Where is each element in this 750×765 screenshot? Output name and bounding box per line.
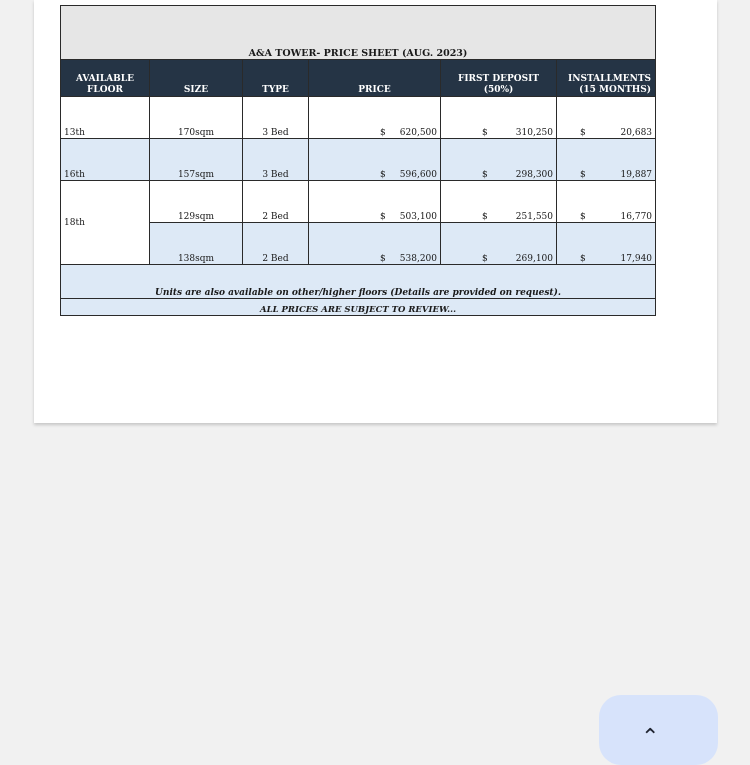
floor-cell: 13th <box>61 97 150 139</box>
currency-symbol: $ <box>580 170 586 180</box>
table-row <box>61 181 656 223</box>
type-cell: 3 Bed <box>243 139 309 181</box>
deposit-cell <box>441 223 557 265</box>
currency-symbol: $ <box>380 254 386 264</box>
availability-note: Units are also available on other/higher floors (Details are provided on request). <box>61 265 656 299</box>
price-disclaimer: ALL PRICES ARE SUBJECT TO REVIEW... <box>61 299 656 316</box>
currency-symbol: $ <box>380 212 386 222</box>
price-value: 538,200 <box>399 254 437 264</box>
installment-value: 19,887 <box>620 170 653 180</box>
deposit-value: 310,250 <box>515 128 553 138</box>
type-cell: 3 Bed <box>243 97 309 139</box>
price-cell <box>309 139 441 181</box>
size-cell: 129sqm <box>150 181 243 223</box>
deposit-value: 298,300 <box>515 170 553 180</box>
price-value: 620,500 <box>399 128 437 138</box>
header-row <box>61 60 656 97</box>
price-cell <box>309 97 441 139</box>
currency-symbol: $ <box>482 212 488 222</box>
header-size: SIZE <box>150 60 243 97</box>
header-floor: AVAILABLE FLOOR <box>61 60 150 97</box>
header-installments: INSTALLMENTS (15 MONTHS) <box>557 60 656 97</box>
header-type: TYPE <box>243 60 309 97</box>
deposit-value: 269,100 <box>515 254 553 264</box>
currency-symbol: $ <box>380 128 386 138</box>
price-value: 503,100 <box>399 212 437 222</box>
floor-cell: 18th <box>61 181 150 265</box>
deposit-cell <box>441 181 557 223</box>
deposit-value: 251,550 <box>515 212 553 222</box>
currency-symbol: $ <box>380 170 386 180</box>
disclaimer-row <box>61 299 656 316</box>
price-cell <box>309 223 441 265</box>
installment-cell <box>557 223 656 265</box>
size-cell: 138sqm <box>150 223 243 265</box>
size-cell: 170sqm <box>150 97 243 139</box>
installment-value: 20,683 <box>620 128 653 138</box>
currency-symbol: $ <box>482 254 488 264</box>
size-cell: 157sqm <box>150 139 243 181</box>
price-sheet-table <box>60 5 656 316</box>
floor-cell: 16th <box>61 139 150 181</box>
installment-cell <box>557 181 656 223</box>
currency-symbol: $ <box>580 212 586 222</box>
price-cell <box>309 181 441 223</box>
scroll-up-button[interactable] <box>599 695 718 765</box>
type-cell: 2 Bed <box>243 223 309 265</box>
table-row <box>61 97 656 139</box>
currency-symbol: $ <box>482 170 488 180</box>
currency-symbol: $ <box>482 128 488 138</box>
deposit-cell <box>441 139 557 181</box>
document-page <box>34 0 717 423</box>
table-row <box>61 139 656 181</box>
chevron-up-icon: ⌃ <box>641 725 662 750</box>
installment-value: 16,770 <box>620 212 653 222</box>
deposit-cell <box>441 97 557 139</box>
price-value: 596,600 <box>399 170 437 180</box>
title-row <box>61 6 656 60</box>
sheet-title: A&A TOWER- PRICE SHEET (AUG. 2023) <box>61 6 656 60</box>
installment-cell <box>557 139 656 181</box>
currency-symbol: $ <box>580 128 586 138</box>
note-row <box>61 265 656 299</box>
header-deposit: FIRST DEPOSIT (50%) <box>441 60 557 97</box>
installment-value: 17,940 <box>620 254 653 264</box>
type-cell: 2 Bed <box>243 181 309 223</box>
installment-cell <box>557 97 656 139</box>
currency-symbol: $ <box>580 254 586 264</box>
table-row <box>61 223 656 265</box>
header-price: PRICE <box>309 60 441 97</box>
